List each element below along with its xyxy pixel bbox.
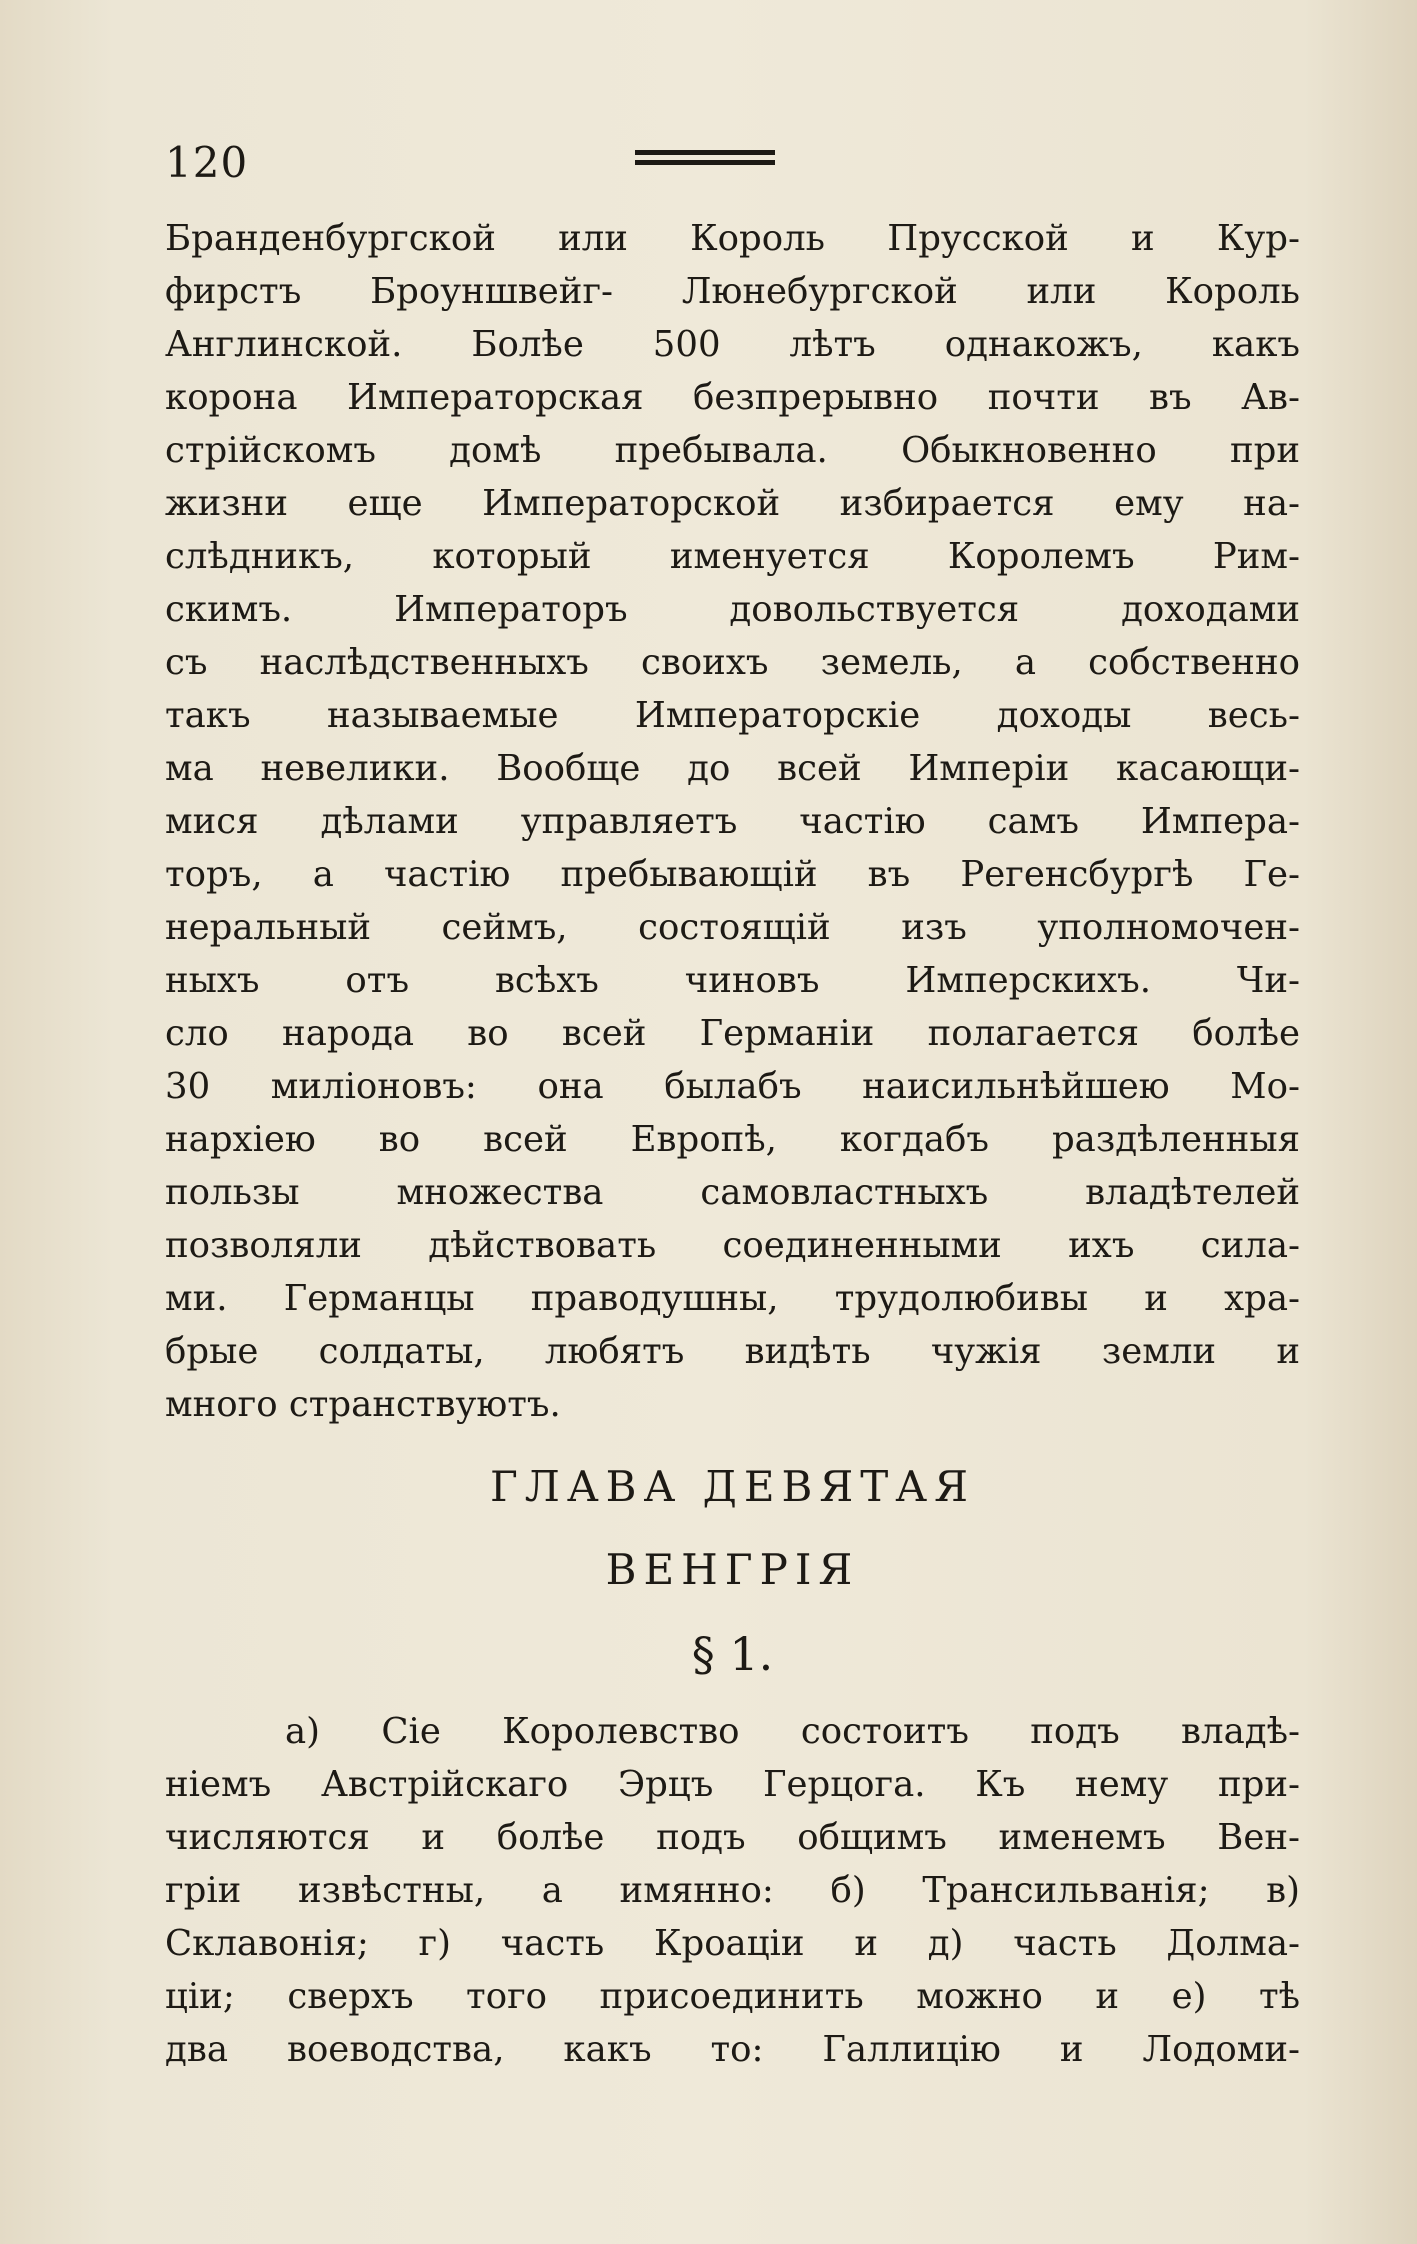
text-line: нархiею во всей Европѣ, когдабъ раздѣленныя — [165, 1119, 1300, 1160]
text-line: Англинской. Болѣе 500 лѣтъ однакожъ, какъ — [165, 324, 1300, 365]
text-line: два воеводства, какъ то: Галлицiю и Лодоми- — [165, 2029, 1300, 2070]
chapter-subtitle: ВЕНГРIЯ — [605, 1545, 860, 1594]
text-line: Бранденбургской или Король Прусской и Кур- — [165, 218, 1300, 259]
paragraph-continued — [165, 212, 1300, 1431]
text-line: жизни еще Императорской избирается ему на- — [165, 483, 1300, 524]
text-line: много странствуютъ. — [165, 1384, 561, 1425]
text-line: цiи; сверхъ того присоединить можно и е) тѣ — [165, 1976, 1300, 2017]
text-line: Склавонiя; г) часть Кроацiи и д) часть Долма- — [165, 1923, 1300, 1964]
text-line: фирстъ Броуншвейг- Люнебургской или Король — [165, 271, 1300, 312]
section-paragraph — [165, 1705, 1300, 2076]
text-line: слѣдникъ, который именуется Королемъ Рим- — [165, 536, 1300, 577]
section-number: § 1. — [691, 1627, 774, 1681]
text-line: ныхъ отъ всѣхъ чиновъ Имперскихъ. Чи- — [165, 960, 1300, 1001]
text-line: а) Сiе Королевство состоитъ подъ владѣ- — [285, 1711, 1300, 1752]
text-line: мися дѣлами управляетъ частiю самъ Импера- — [165, 801, 1300, 842]
text-line: нiемъ Австрiйскаго Эрцъ Герцога. Къ нему при- — [165, 1764, 1300, 1805]
header-ornament-rule — [635, 150, 775, 170]
page-number: 120 — [165, 138, 249, 187]
chapter-heading: ГЛАВА ДЕВЯТАЯ — [489, 1462, 976, 1511]
text-line: сло народа во всей Германiи полагается болѣе — [165, 1013, 1300, 1054]
text-line: ми. Германцы праводушны, трудолюбивы и хра- — [165, 1278, 1300, 1319]
text-line: скимъ. Императоръ довольствуется доходами — [165, 589, 1300, 630]
text-line: торъ, а частiю пребывающiй въ Регенсбургѣ Ге- — [165, 854, 1300, 895]
text-line: брые солдаты, любятъ видѣть чужiя земли и — [165, 1331, 1300, 1372]
text-line: неральный сеймъ, состоящiй изъ уполномочен- — [165, 907, 1300, 948]
text-line: корона Императорская безпрерывно почти въ Ав- — [165, 377, 1300, 418]
text-line: числяются и болѣе подъ общимъ именемъ Вен- — [165, 1817, 1300, 1858]
text-line: съ наслѣдственныхъ своихъ земель, а собственно — [165, 642, 1300, 683]
page-header — [165, 138, 1297, 198]
text-line: 30 милiоновъ: она былабъ наисильнѣйшею Мо- — [165, 1066, 1300, 1107]
text-line: такъ называемые Императорскiе доходы весь- — [165, 695, 1300, 736]
text-line: пользы множества самовластныхъ владѣтелей — [165, 1172, 1300, 1213]
text-line: ма невелики. Вообще до всей Имперiи касающи- — [165, 748, 1300, 789]
text-line: позволяли дѣйствовать соединенными ихъ сила- — [165, 1225, 1300, 1266]
text-line: грiи извѣстны, а имянно: б) Трансильванiя; в) — [165, 1870, 1300, 1911]
text-line: стрiйскомъ домѣ пребывала. Обыкновенно при — [165, 430, 1300, 471]
